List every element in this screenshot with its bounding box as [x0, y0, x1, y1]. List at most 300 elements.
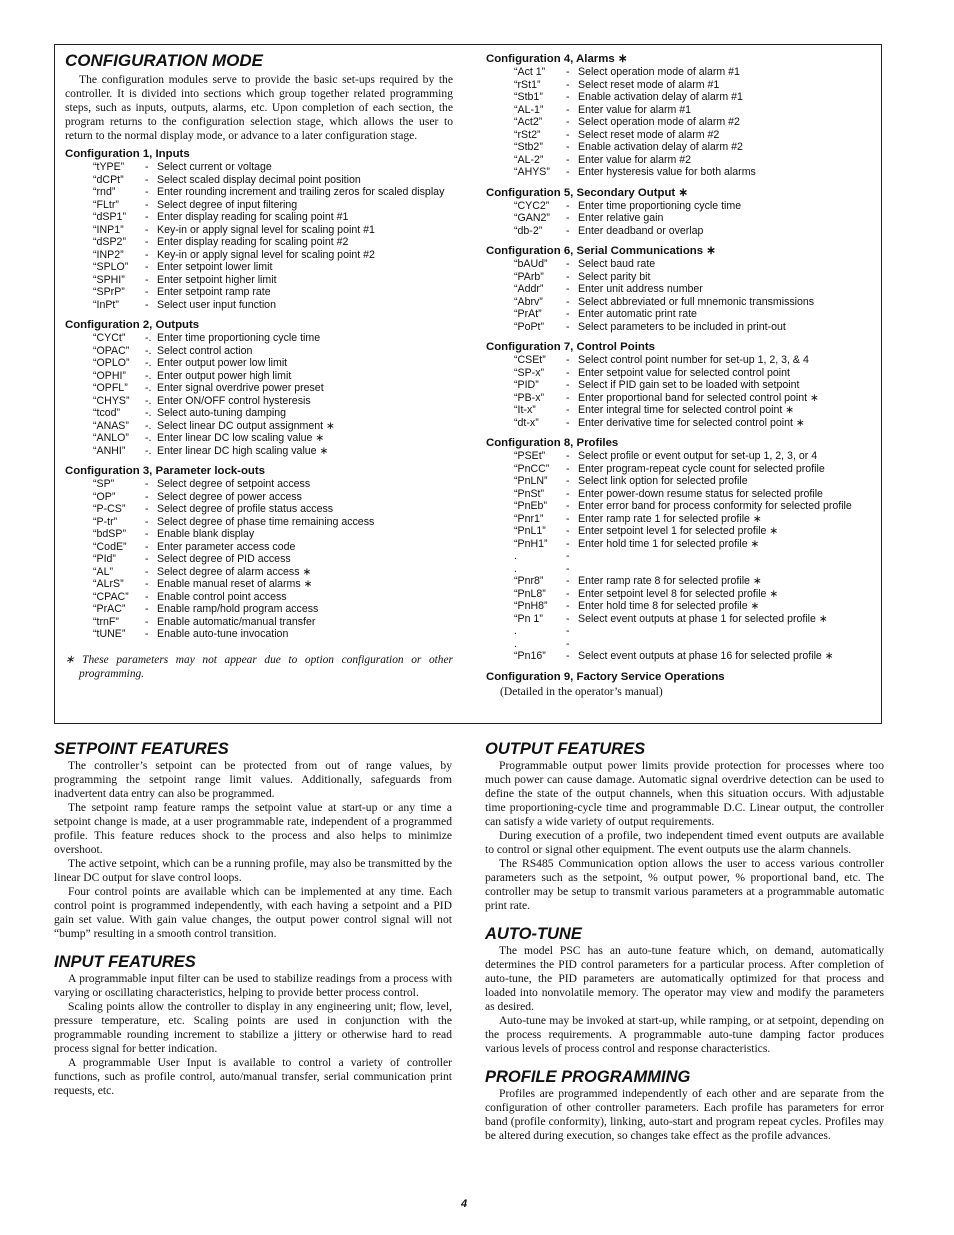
- parameter-desc: Select operation mode of alarm #2: [578, 116, 740, 128]
- parameter-code: “GAN2”: [514, 212, 550, 224]
- parameter-dash: -: [566, 450, 570, 462]
- parameter-code: “bAUd”: [514, 258, 548, 270]
- parameter-code: “tYPE”: [93, 161, 125, 173]
- parameter-code: “P-CS”: [93, 503, 126, 515]
- parameter-dash: -.: [145, 332, 152, 344]
- parameter-desc: Enter unit address number: [578, 283, 703, 295]
- config-parameter-row: [65, 553, 453, 566]
- configuration-mode-box: [54, 44, 882, 724]
- parameter-dash: -: [566, 199, 570, 212]
- config9-text: (Detailed in the operator’s manual): [500, 684, 663, 698]
- parameter-desc: Enter derivative time for selected control point ∗: [578, 416, 805, 429]
- parameter-desc: Select reset mode of alarm #2: [578, 128, 720, 141]
- config-parameter-row: [65, 603, 453, 616]
- parameter-desc: Enter power-down resume status for selected profile: [578, 487, 823, 500]
- paragraph: Programmable output power limits provide protection for processes where too much power can cause damage. Automatic signal overdrive detection can be used to define the state of the output channels, when this situation occurs. With adjustable time proportioning-cycle time and programmable D.C. Linear output, the controller can satisfy a wide variety of output requirements.: [485, 759, 884, 828]
- parameter-dash: -: [566, 500, 570, 512]
- parameter-desc: Enter automatic print rate: [578, 308, 697, 320]
- parameter-code: “ANAS”: [93, 419, 129, 432]
- parameter-code: “Pnr1”: [514, 512, 544, 525]
- parameter-desc: Enter integral time for selected control point ∗: [578, 404, 795, 416]
- parameter-dash: -: [566, 650, 570, 662]
- parameter-code: “PnH8”: [514, 600, 548, 612]
- parameter-code: “INP2”: [93, 248, 124, 261]
- parameter-dash: -: [145, 286, 149, 298]
- config-footnote: ∗ These parameters may not appear due to option configuration or other programming.: [65, 653, 453, 680]
- config-parameter-row: [65, 407, 453, 420]
- config-parameter-row: [65, 578, 453, 591]
- config-parameter-row: [486, 563, 878, 576]
- parameter-code: “AL”: [93, 565, 114, 578]
- config-parameter-row: [65, 478, 453, 491]
- parameter-desc: Key-in or apply signal level for scaling point #2: [157, 248, 375, 261]
- config-group-title: Configuration 8, Profiles: [486, 437, 619, 449]
- config-group-title: Configuration 2, Outputs: [65, 319, 200, 331]
- parameter-code: “AL-2”: [514, 153, 544, 166]
- parameter-dash: -: [566, 295, 570, 308]
- config-parameter-row: [65, 382, 453, 395]
- parameter-code: “OPAC”: [93, 344, 130, 357]
- parameter-dash: -: [145, 603, 149, 615]
- parameter-dash: -.: [145, 407, 152, 419]
- parameter-code: “AL-1”: [514, 103, 544, 116]
- config-mode-title: CONFIGURATION MODE: [65, 51, 264, 70]
- parameter-code: “CYCt”: [93, 332, 126, 344]
- parameter-code: “OPLO”: [93, 357, 130, 369]
- config-group: [486, 245, 878, 333]
- config-parameter-row: [486, 321, 878, 334]
- paragraph: Profiles are programmed independently of each other and are separate from the configuration of other controller parameters. Each profile has parameters for error band (profile conformity), linking, auto-start and program repeat cycles. Profiles may be altered during execution, so changes take effect as the profile advances.: [485, 1087, 884, 1142]
- config-group-title: Configuration 6, Serial Communications ∗: [486, 245, 716, 257]
- config-parameter-row: [486, 513, 878, 526]
- parameter-desc: Enable ramp/hold program access: [157, 603, 319, 615]
- parameter-dash: -: [566, 600, 570, 612]
- parameter-dash: -.: [145, 357, 152, 369]
- parameter-dash: -: [566, 103, 570, 116]
- parameter-desc: Select reset mode of alarm #1: [578, 78, 720, 91]
- input-features-body: [54, 972, 452, 1098]
- parameter-desc: Enter display reading for scaling point #2: [157, 236, 349, 248]
- config-parameter-row: [65, 528, 453, 541]
- config-parameter-row: [486, 450, 878, 463]
- parameter-code: “PnCC”: [514, 462, 550, 475]
- config-parameter-row: [486, 525, 878, 538]
- parameter-desc: Enable automatic/manual transfer: [157, 615, 316, 628]
- config-group: [65, 319, 453, 457]
- config-parameter-row: [65, 186, 453, 199]
- config-parameter-row: [486, 200, 878, 213]
- paragraph: A programmable User Input is available to control a variety of controller functions, such as profile control, auto/manual transfer, serial communication print requests, etc.: [54, 1056, 452, 1097]
- parameter-desc: Enter setpoint lower limit: [157, 261, 273, 273]
- parameter-code: “OPHI”: [93, 369, 126, 382]
- parameter-desc: Enable manual reset of alarms ∗: [157, 578, 313, 590]
- parameter-code: “PnEb”: [514, 500, 547, 512]
- parameter-desc: Enter error band for process conformity for selected profile: [578, 500, 852, 512]
- config-parameter-row: [65, 332, 453, 345]
- parameter-desc: Select degree of PID access: [157, 553, 291, 565]
- config-parameter-row: [65, 628, 453, 641]
- config-group-title: Configuration 7, Control Points: [486, 341, 655, 353]
- parameter-code: “rSt1”: [514, 78, 541, 91]
- parameter-dash: -: [145, 503, 149, 515]
- config-parameter-row: [486, 488, 878, 501]
- parameter-code: “dSP1”: [93, 211, 126, 223]
- parameter-desc: Enter setpoint higher limit: [157, 273, 277, 286]
- parameter-dash: -: [566, 78, 570, 91]
- config-group: [486, 187, 878, 238]
- config-parameter-row: [65, 503, 453, 516]
- config-group: [65, 465, 453, 641]
- parameter-desc: Enter setpoint ramp rate: [157, 286, 271, 298]
- parameter-dash: -: [566, 416, 570, 429]
- parameter-dash: -: [566, 537, 570, 550]
- parameter-desc: Enter ON/OFF control hysteresis: [157, 394, 311, 407]
- parameter-code: “SPrP”: [93, 286, 125, 298]
- parameter-code: “Pnr8”: [514, 575, 544, 587]
- parameter-code: “dt-x”: [514, 416, 539, 429]
- parameter-desc: Enter setpoint level 8 for selected profile ∗: [578, 587, 779, 600]
- parameter-dash: -.: [145, 382, 152, 394]
- parameter-dash: -: [145, 173, 149, 186]
- parameter-dash: -: [145, 223, 149, 236]
- output-features-body: [485, 759, 884, 913]
- paragraph: Scaling points allow the controller to display in any engineering unit; flow, level, pressure temperature, etc. Scaling points are used in conjunction with the programmable rounding increment to stabilize a jittery or otherwise hard to read process signal for better indication.: [54, 1000, 452, 1055]
- parameter-desc: Select current or voltage: [157, 161, 272, 173]
- config-parameter-row: [65, 445, 453, 458]
- parameter-desc: Enter linear DC low scaling value ∗: [157, 432, 325, 444]
- parameter-dash: -: [145, 248, 149, 261]
- parameter-code: .: [514, 550, 517, 562]
- parameter-code: “dSP2”: [93, 236, 126, 248]
- parameter-dash: -: [566, 379, 570, 391]
- parameter-dash: -: [566, 637, 570, 650]
- config-parameter-row: [486, 225, 878, 238]
- parameter-code: “bdSP”: [93, 528, 126, 540]
- config-parameter-row: [486, 538, 878, 551]
- config-groups-left: [65, 148, 453, 641]
- parameter-desc: Enter ramp rate 1 for selected profile ∗: [578, 512, 762, 525]
- parameter-code: “rSt2”: [514, 128, 541, 141]
- paragraph: The active setpoint, which can be a running profile, may also be transmitted by the linear DC output for slave control loops.: [54, 857, 452, 884]
- config-parameter-row: [486, 354, 878, 367]
- parameter-desc: Select event outputs at phase 1 for selected profile ∗: [578, 612, 828, 625]
- parameter-code: “PSEt”: [514, 450, 546, 462]
- parameter-desc: Key-in or apply signal level for scaling point #1: [157, 223, 375, 236]
- parameter-code: “INP1”: [93, 223, 124, 236]
- config-parameter-row: [65, 566, 453, 579]
- lower-left-column: [54, 740, 452, 1098]
- parameter-code: “InPt”: [93, 298, 119, 311]
- config-group: [486, 671, 878, 699]
- parameter-desc: Enter hold time 1 for selected profile ∗: [578, 537, 760, 550]
- parameter-dash: -: [566, 404, 570, 416]
- paragraph: During execution of a profile, two independent timed event outputs are available to control or signal other equipment. The event outputs use the alarm channels.: [485, 829, 884, 856]
- parameter-dash: -: [566, 487, 570, 500]
- parameter-desc: Select abbreviated or full mnemonic transmissions: [578, 295, 815, 308]
- config-parameter-row: [486, 638, 878, 651]
- parameter-dash: -: [145, 565, 149, 578]
- config-parameter-row: [486, 500, 878, 513]
- parameter-desc: [578, 550, 878, 563]
- parameter-dash: -: [566, 166, 570, 178]
- parameter-code: “SPHI”: [93, 273, 125, 286]
- parameter-code: “It-x”: [514, 404, 536, 416]
- config-parameter-row: [486, 66, 878, 79]
- config-parameter-row: [486, 79, 878, 92]
- config-parameter-row: [486, 212, 878, 225]
- config-parameter-row: [65, 591, 453, 604]
- parameter-code: “db-2”: [514, 224, 543, 237]
- parameter-dash: -: [145, 236, 149, 248]
- parameter-desc: Select user input function: [157, 298, 276, 311]
- parameter-desc: Enter ramp rate 8 for selected profile ∗: [578, 575, 762, 587]
- config-parameter-row: [65, 224, 453, 237]
- parameter-dash: -: [145, 198, 149, 211]
- config-parameter-row: [486, 463, 878, 476]
- config-parameter-row: [486, 308, 878, 321]
- parameter-desc: Select if PID gain set to be loaded with setpoint: [578, 379, 800, 391]
- config-parameter-row: [65, 357, 453, 370]
- parameter-dash: -: [145, 528, 149, 540]
- parameter-desc: Select control action: [157, 344, 253, 357]
- parameter-dash: -: [566, 66, 570, 78]
- output-features-title: OUTPUT FEATURES: [485, 740, 646, 758]
- config-parameter-row: [65, 370, 453, 383]
- config-right-column: [486, 53, 878, 699]
- parameter-dash: -: [566, 587, 570, 600]
- parameter-desc: Select operation mode of alarm #1: [578, 66, 740, 78]
- parameter-dash: -.: [145, 432, 152, 444]
- parameter-code: “rnd”: [93, 186, 116, 198]
- parameter-desc: [578, 638, 878, 651]
- parameter-dash: -: [145, 298, 149, 311]
- parameter-dash: -: [145, 490, 149, 503]
- parameter-code: “PnLN”: [514, 475, 548, 487]
- config-parameter-row: [486, 296, 878, 309]
- parameter-dash: -: [145, 615, 149, 628]
- parameter-code: “OPFL”: [93, 382, 128, 394]
- parameter-dash: -: [145, 540, 149, 553]
- config-parameter-row: [65, 299, 453, 312]
- parameter-desc: Select parameters to be included in print-out: [578, 320, 786, 333]
- parameter-desc: Select degree of alarm access ∗: [157, 565, 312, 578]
- parameter-dash: -: [145, 578, 149, 590]
- parameter-desc: Enter time proportioning cycle time: [157, 332, 321, 344]
- config-group-title: Configuration 1, Inputs: [65, 148, 190, 160]
- config-parameter-row: [486, 283, 878, 296]
- config-parameter-row: [486, 550, 878, 563]
- parameter-dash: -: [566, 625, 570, 637]
- parameter-dash: -: [566, 612, 570, 625]
- parameter-code: “SP-x”: [514, 366, 545, 379]
- parameter-desc: Select link option for selected profile: [578, 475, 748, 487]
- config-parameter-row: [486, 600, 878, 613]
- parameter-code: “P-tr”: [93, 515, 118, 528]
- parameter-dash: -.: [145, 419, 152, 432]
- config-parameter-row: [65, 211, 453, 224]
- parameter-desc: Enter parameter access code: [157, 540, 296, 553]
- parameter-dash: -: [145, 186, 149, 198]
- parameter-dash: -: [566, 320, 570, 333]
- parameter-dash: -: [566, 308, 570, 320]
- parameter-desc: Enter rounding increment and trailing zeros for scaled display: [157, 186, 445, 198]
- paragraph: Four control points are available which can be implemented at any time. Each control point is programmed independently, with each having a setpoint and a PID gain set value. With gain value changes, the output power control signal will not “bump” resulting in a smooth control transition.: [54, 885, 452, 940]
- parameter-desc: Enter setpoint value for selected control point: [578, 366, 790, 379]
- config-parameter-row: [486, 379, 878, 392]
- config-parameter-row: [486, 104, 878, 117]
- config-parameter-row: [65, 236, 453, 249]
- parameter-desc: Select auto-tuning damping: [157, 407, 286, 419]
- parameter-code: “PArb”: [514, 270, 544, 283]
- parameter-desc: Select control point number for set-up 1, 2, 3, & 4: [578, 354, 809, 366]
- parameter-code: “tcod”: [93, 407, 121, 419]
- parameter-desc: Select degree of profile status access: [157, 503, 334, 515]
- parameter-code: “CodE”: [93, 540, 127, 553]
- paragraph: The controller’s setpoint can be protected from out of range values, by programming the setpoint range limit values. Additionally, safeguards from inadvertent data entry can also be programmed.: [54, 759, 452, 800]
- config-parameter-row: [65, 616, 453, 629]
- config-group-title: Configuration 4, Alarms ∗: [486, 53, 628, 65]
- parameter-desc: Enter linear DC high scaling value ∗: [157, 444, 329, 457]
- page-number: 4: [461, 1198, 468, 1210]
- paragraph: Auto-tune may be invoked at start-up, while ramping, or at setpoint, depending on the process requirements. A programmable auto-tune damping factor produces various levels of process control and response characteristics.: [485, 1014, 884, 1055]
- config-parameter-row: [486, 129, 878, 142]
- parameter-code: “SPLO”: [93, 261, 129, 273]
- auto-tune-title: AUTO-TUNE: [485, 925, 582, 943]
- config-parameter-row: [486, 116, 878, 129]
- parameter-desc: Select baud rate: [578, 258, 656, 270]
- parameter-code: .: [514, 625, 517, 637]
- parameter-desc: Select degree of setpoint access: [157, 478, 311, 490]
- config-group: [486, 53, 878, 179]
- parameter-dash: -.: [145, 369, 152, 382]
- parameter-code: .: [514, 562, 517, 575]
- parameter-dash: -: [566, 366, 570, 379]
- setpoint-features-body: [54, 759, 452, 941]
- parameter-dash: -: [566, 116, 570, 128]
- parameter-dash: -: [145, 628, 149, 640]
- paragraph: A programmable input filter can be used to stabilize readings from a process with varying or oscillating characteristics, helping to provide better process control.: [54, 972, 452, 999]
- parameter-dash: -: [566, 153, 570, 166]
- parameter-code: “ANLO”: [93, 432, 129, 444]
- config-parameter-row: [486, 588, 878, 601]
- parameter-dash: -: [566, 550, 570, 562]
- parameter-code: “PId”: [93, 553, 116, 565]
- config-parameter-row: [65, 541, 453, 554]
- parameter-code: “ALrS”: [93, 578, 124, 590]
- input-features-title: INPUT FEATURES: [54, 953, 196, 971]
- config-parameter-row: [65, 345, 453, 358]
- parameter-dash: -: [566, 562, 570, 575]
- parameter-code: “tUNE”: [93, 628, 126, 640]
- parameter-code: “OP”: [93, 490, 116, 503]
- parameter-desc: Enter hold time 8 for selected profile ∗: [578, 600, 760, 612]
- config-parameter-row: [486, 367, 878, 380]
- parameter-desc: Select event outputs at phase 16 for selected profile ∗: [578, 650, 834, 662]
- parameter-dash: -.: [145, 394, 152, 407]
- config-parameter-row: [65, 395, 453, 408]
- profile-programming-body: [485, 1087, 884, 1143]
- parameter-dash: -: [145, 273, 149, 286]
- auto-tune-body: [485, 944, 884, 1056]
- config-parameter-row: [486, 91, 878, 104]
- parameter-dash: -: [145, 211, 149, 223]
- parameter-desc: Enter display reading for scaling point #1: [157, 211, 349, 223]
- config-parameter-row: [486, 417, 878, 430]
- config-groups-right: [486, 53, 878, 663]
- config-group: [486, 341, 878, 429]
- parameter-desc: [578, 625, 878, 638]
- parameter-code: “PrAC”: [93, 603, 126, 615]
- parameter-code: .: [514, 637, 517, 650]
- parameter-dash: -: [145, 590, 149, 603]
- config-parameter-row: [65, 274, 453, 287]
- config-parameter-row: [65, 516, 453, 529]
- parameter-code: “PnSt”: [514, 487, 545, 500]
- parameter-desc: Select linear DC output assignment ∗: [157, 419, 335, 432]
- parameter-code: “Pn 1”: [514, 612, 543, 625]
- config-parameter-row: [486, 475, 878, 488]
- parameter-desc: Enter time proportioning cycle time: [578, 199, 742, 212]
- parameter-code: “Act2”: [514, 116, 543, 128]
- parameter-dash: -: [566, 141, 570, 153]
- config-parameter-row: [486, 392, 878, 405]
- parameter-dash: -: [566, 525, 570, 537]
- parameter-desc: Enter value for alarm #1: [578, 103, 692, 116]
- config-parameter-row: [486, 258, 878, 271]
- parameter-code: “SP”: [93, 478, 115, 490]
- parameter-dash: -: [145, 515, 149, 528]
- parameter-code: “Stb1”: [514, 91, 543, 103]
- config-parameter-row: [486, 404, 878, 417]
- config-parameter-row: [65, 432, 453, 445]
- config-group-title: Configuration 3, Parameter lock-outs: [65, 465, 266, 477]
- lower-right-column: [485, 740, 884, 1143]
- parameter-dash: -: [566, 91, 570, 103]
- parameter-dash: -.: [145, 344, 152, 357]
- parameter-desc: Enable blank display: [157, 528, 255, 540]
- parameter-dash: -: [145, 478, 149, 490]
- parameter-desc: Enter proportional band for selected control point ∗: [578, 391, 819, 404]
- config-group: [65, 148, 453, 311]
- parameter-code: “AHYS”: [514, 166, 550, 178]
- parameter-dash: -: [566, 354, 570, 366]
- parameter-desc: Select degree of phase time remaining access: [157, 515, 375, 528]
- parameter-code: “PnL1”: [514, 525, 546, 537]
- parameter-dash: -: [566, 391, 570, 404]
- parameter-desc: Enter output power high limit: [157, 369, 292, 382]
- parameter-desc: Select parity bit: [578, 270, 651, 283]
- parameter-desc: Enable activation delay of alarm #2: [578, 141, 743, 153]
- config-parameter-row: [486, 650, 878, 663]
- parameter-dash: -.: [145, 444, 152, 457]
- parameter-desc: Select scaled display decimal point position: [157, 173, 361, 186]
- parameter-dash: -: [566, 212, 570, 224]
- parameter-desc: Select profile or event output for set-up 1, 2, 3, or 4: [578, 450, 818, 462]
- parameter-code: “PID”: [514, 379, 539, 391]
- parameter-desc: Enable auto-tune invocation: [157, 628, 289, 640]
- parameter-code: “PrAt”: [514, 308, 542, 320]
- config-parameter-row: [65, 491, 453, 504]
- config-group-title: Configuration 9, Factory Service Operations: [486, 670, 725, 683]
- parameter-code: “ANHI”: [93, 444, 126, 457]
- parameter-desc: Enter deadband or overlap: [578, 224, 704, 237]
- parameter-dash: -: [145, 161, 149, 173]
- parameter-desc: Enter relative gain: [578, 212, 664, 224]
- parameter-desc: Enter output power low limit: [157, 357, 288, 369]
- parameter-desc: [578, 563, 878, 576]
- parameter-code: “FLtr”: [93, 198, 119, 211]
- setpoint-features-title: SETPOINT FEATURES: [54, 740, 229, 758]
